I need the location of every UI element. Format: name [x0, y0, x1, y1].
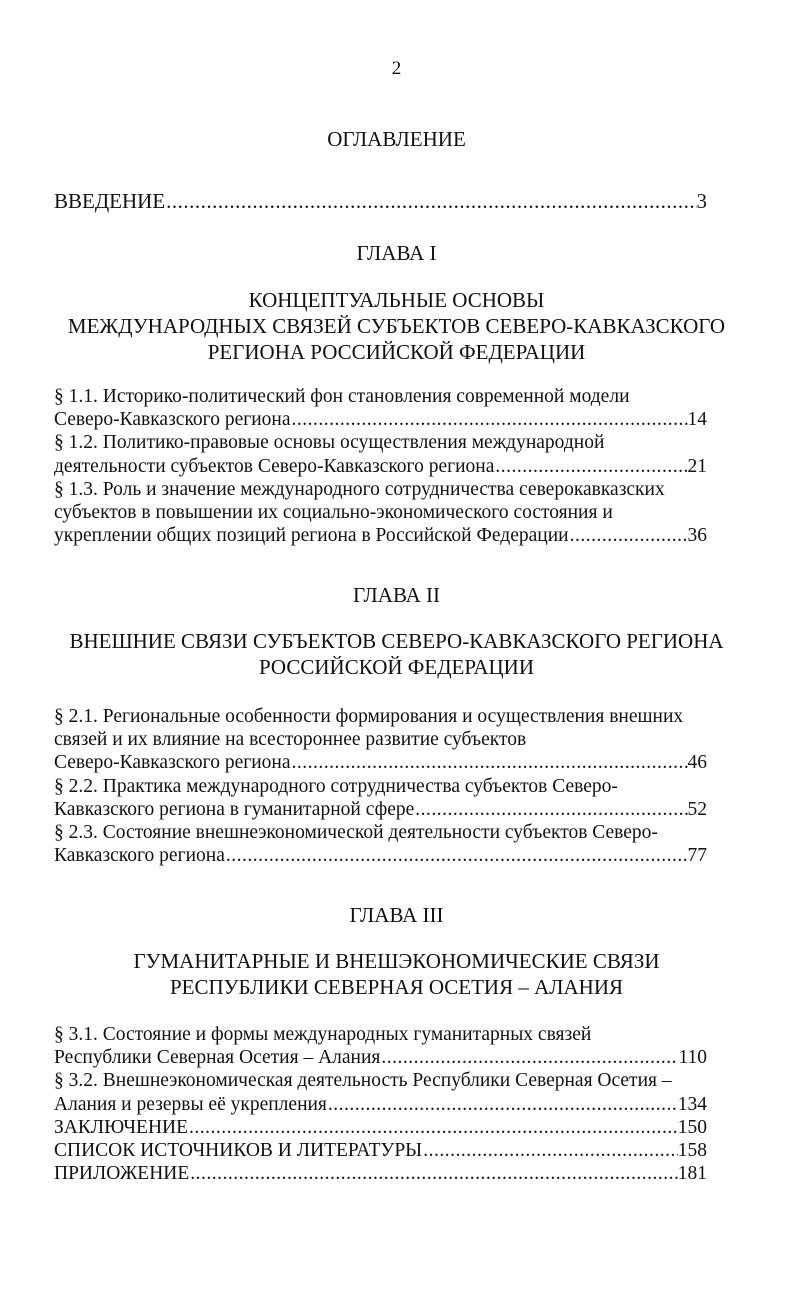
- entry-page: 134: [677, 1093, 707, 1115]
- toc-entry-sources: [54, 1139, 707, 1162]
- toc-entry-3-1: [54, 1023, 707, 1069]
- toc-entry-appendix: [54, 1162, 707, 1185]
- entry-line: § 1.2. Политико-правовые основы осуществления международной: [54, 432, 605, 454]
- toc-entry-3-2: [54, 1069, 707, 1115]
- toc-entry-conclusion: [54, 1116, 707, 1139]
- entry-label: Северо-Кавказского региона: [54, 409, 291, 431]
- chapter-1-sections: [54, 385, 707, 547]
- dot-leader: [188, 1116, 678, 1139]
- entry-page: 77: [687, 845, 707, 867]
- dot-leader: [494, 455, 687, 478]
- dot-leader: [422, 1139, 678, 1162]
- dot-leader: [225, 844, 688, 867]
- entry-line: § 1.3. Роль и значение международного сотрудничества северокавказских: [54, 478, 665, 500]
- page-number: 2: [391, 58, 402, 79]
- dot-leader: [569, 524, 688, 547]
- entry-label: ЗАКЛЮЧЕНИЕ: [54, 1116, 189, 1138]
- entry-label: ВВЕДЕНИЕ: [54, 189, 166, 213]
- entry-label: укреплении общих позиций региона в Российской Федерации: [54, 525, 569, 547]
- entry-page: 158: [677, 1140, 707, 1162]
- chapter-1-title: [40, 287, 753, 365]
- entry-line: § 1.1. Историко-политический фон становления современной модели: [54, 386, 630, 407]
- entry-page: 52: [687, 798, 707, 820]
- toc-entry-introduction: [54, 190, 707, 213]
- chapter-2-sections: [54, 705, 707, 867]
- entry-line: § 3.1. Состояние и формы международных гуманитарных связей: [54, 1024, 592, 1045]
- chapter-3-sections: [54, 1023, 707, 1185]
- title-line: РЕСПУБЛИКИ СЕВЕРНАЯ ОСЕТИЯ – АЛАНИЯ: [169, 975, 624, 999]
- chapter-2-title: [40, 628, 753, 680]
- dot-leader: [165, 190, 696, 213]
- toc-entry-1-2: [54, 431, 707, 477]
- entry-page: 110: [678, 1047, 707, 1069]
- toc-title: ОГЛАВЛЕНИЕ: [327, 127, 466, 151]
- toc-entry-2-3: [54, 821, 707, 867]
- chapter-2-heading: ГЛАВА II: [352, 583, 441, 607]
- dot-leader: [414, 798, 687, 821]
- entry-label: Алания и резервы её укрепления: [54, 1093, 327, 1115]
- entry-label: деятельности субъектов Северо-Кавказского региона: [54, 455, 495, 477]
- toc-entry-1-3: [54, 478, 707, 548]
- dot-leader: [291, 751, 688, 774]
- chapter-3-title: [40, 948, 753, 1000]
- toc-entry-1-1: [54, 385, 707, 431]
- title-line: ГУМАНИТАРНЫЕ И ВНЕШЭКОНОМИЧЕСКИЕ СВЯЗИ: [133, 949, 660, 973]
- dot-leader: [327, 1093, 678, 1116]
- entry-label: Северо-Кавказского региона: [54, 752, 291, 774]
- entry-page: 21: [687, 455, 707, 477]
- toc-entry-2-1: [54, 705, 707, 775]
- entry-label: Республики Северная Осетия – Алания: [54, 1047, 381, 1069]
- toc-entry-2-2: [54, 775, 707, 821]
- dot-leader: [291, 408, 688, 431]
- entry-page: 14: [687, 409, 707, 431]
- entry-label: Кавказского региона в гуманитарной сфере: [54, 798, 415, 820]
- entry-page: 181: [677, 1163, 707, 1185]
- dot-leader: [380, 1046, 678, 1069]
- title-line: ВНЕШНИЕ СВЯЗИ СУБЪЕКТОВ СЕВЕРО-КАВКАЗСКОГО РЕГИОНА: [69, 629, 724, 653]
- dot-leader: [189, 1162, 677, 1185]
- chapter-1-heading: ГЛАВА I: [356, 241, 437, 265]
- entry-label: СПИСОК ИСТОЧНИКОВ И ЛИТЕРАТУРЫ: [54, 1140, 423, 1162]
- chapter-3-heading: ГЛАВА III: [349, 903, 444, 927]
- title-line: МЕЖДУНАРОДНЫХ СВЯЗЕЙ СУБЪЕКТОВ СЕВЕРО-КАВКАЗСКОГО: [67, 314, 726, 338]
- entry-page: 46: [687, 752, 707, 774]
- entry-line: § 3.2. Внешнеэкономическая деятельность Республики Северная Осетия –: [54, 1070, 672, 1092]
- entry-page: 3: [696, 189, 707, 213]
- entry-label: Кавказского региона: [54, 845, 225, 867]
- title-line: РОССИЙСКОЙ ФЕДЕРАЦИИ: [259, 655, 534, 679]
- entry-line: связей и их влияние на всестороннее развитие субъектов: [54, 729, 527, 751]
- entry-line: § 2.3. Состояние внешнеэкономической деятельности субъектов Северо-: [54, 822, 658, 844]
- entry-page: 150: [677, 1116, 707, 1138]
- entry-line: § 2.2. Практика международного сотрудничества субъектов Северо-: [54, 775, 618, 797]
- entry-page: 36: [687, 525, 707, 547]
- title-line: КОНЦЕПТУАЛЬНЫЕ ОСНОВЫ: [248, 288, 545, 312]
- entry-label: ПРИЛОЖЕНИЕ: [54, 1163, 190, 1185]
- title-line: РЕГИОНА РОССИЙСКОЙ ФЕДЕРАЦИИ: [207, 340, 586, 364]
- entry-line: § 2.1. Региональные особенности формирования и осуществления внешних: [54, 706, 684, 727]
- entry-line: субъектов в повышении их социально-экономического состояния и: [54, 502, 613, 524]
